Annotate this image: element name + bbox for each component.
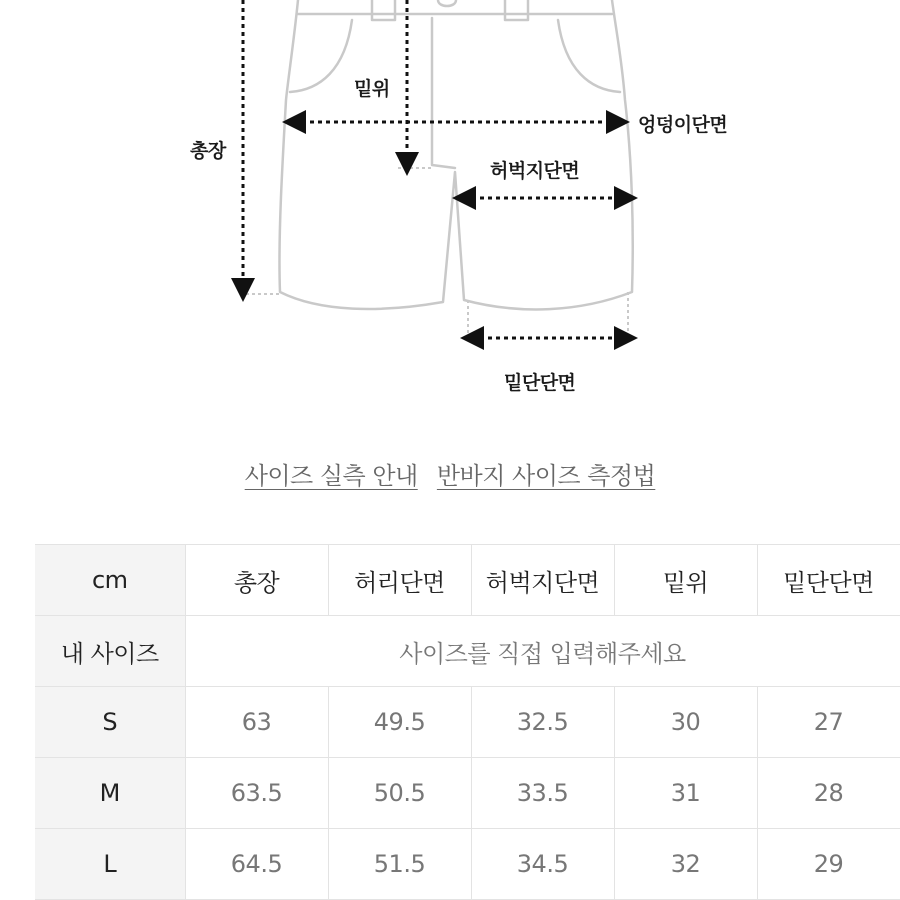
thigh-label: 허벅지단면	[490, 160, 580, 182]
cell-length: 64.5	[185, 829, 328, 900]
table-header-row	[35, 545, 900, 616]
cell-thigh: 33.5	[471, 758, 614, 829]
size-guide-links	[0, 456, 900, 491]
size-table	[35, 544, 900, 900]
hip-label: 엉덩이단면	[638, 114, 728, 136]
header-length: 총장	[185, 545, 328, 616]
hem-label: 밑단단면	[504, 372, 576, 394]
size-label: L	[35, 829, 185, 900]
cell-hem: 27	[757, 687, 900, 758]
my-size-label: 내 사이즈	[35, 616, 185, 687]
measure-method-link[interactable]: 반바지 사이즈 측정법	[436, 462, 656, 490]
length-label: 총장	[190, 140, 226, 162]
my-size-input[interactable]: 사이즈를 직접 입력해주세요	[185, 616, 900, 687]
cell-waist: 51.5	[328, 829, 471, 900]
table-row	[35, 687, 900, 758]
cell-rise: 31	[614, 758, 757, 829]
cell-hem: 28	[757, 758, 900, 829]
cell-waist: 50.5	[328, 758, 471, 829]
rise-label: 밑위	[354, 78, 390, 100]
table-row	[35, 758, 900, 829]
cell-length: 63.5	[185, 758, 328, 829]
cell-thigh: 32.5	[471, 687, 614, 758]
unit-header: cm	[35, 545, 185, 616]
header-hem: 밑단단면	[757, 545, 900, 616]
header-rise: 밑위	[614, 545, 757, 616]
cell-rise: 32	[614, 829, 757, 900]
table-row	[35, 829, 900, 900]
cell-rise: 30	[614, 687, 757, 758]
size-guide-link[interactable]: 사이즈 실측 안내	[244, 462, 418, 490]
size-label: S	[35, 687, 185, 758]
header-thigh: 허벅지단면	[471, 545, 614, 616]
header-waist: 허리단면	[328, 545, 471, 616]
cell-hem: 29	[757, 829, 900, 900]
shorts-illustration	[0, 0, 900, 420]
cell-thigh: 34.5	[471, 829, 614, 900]
cell-waist: 49.5	[328, 687, 471, 758]
shorts-measurement-diagram	[0, 0, 900, 420]
my-size-row	[35, 616, 900, 687]
cell-length: 63	[185, 687, 328, 758]
size-label: M	[35, 758, 185, 829]
